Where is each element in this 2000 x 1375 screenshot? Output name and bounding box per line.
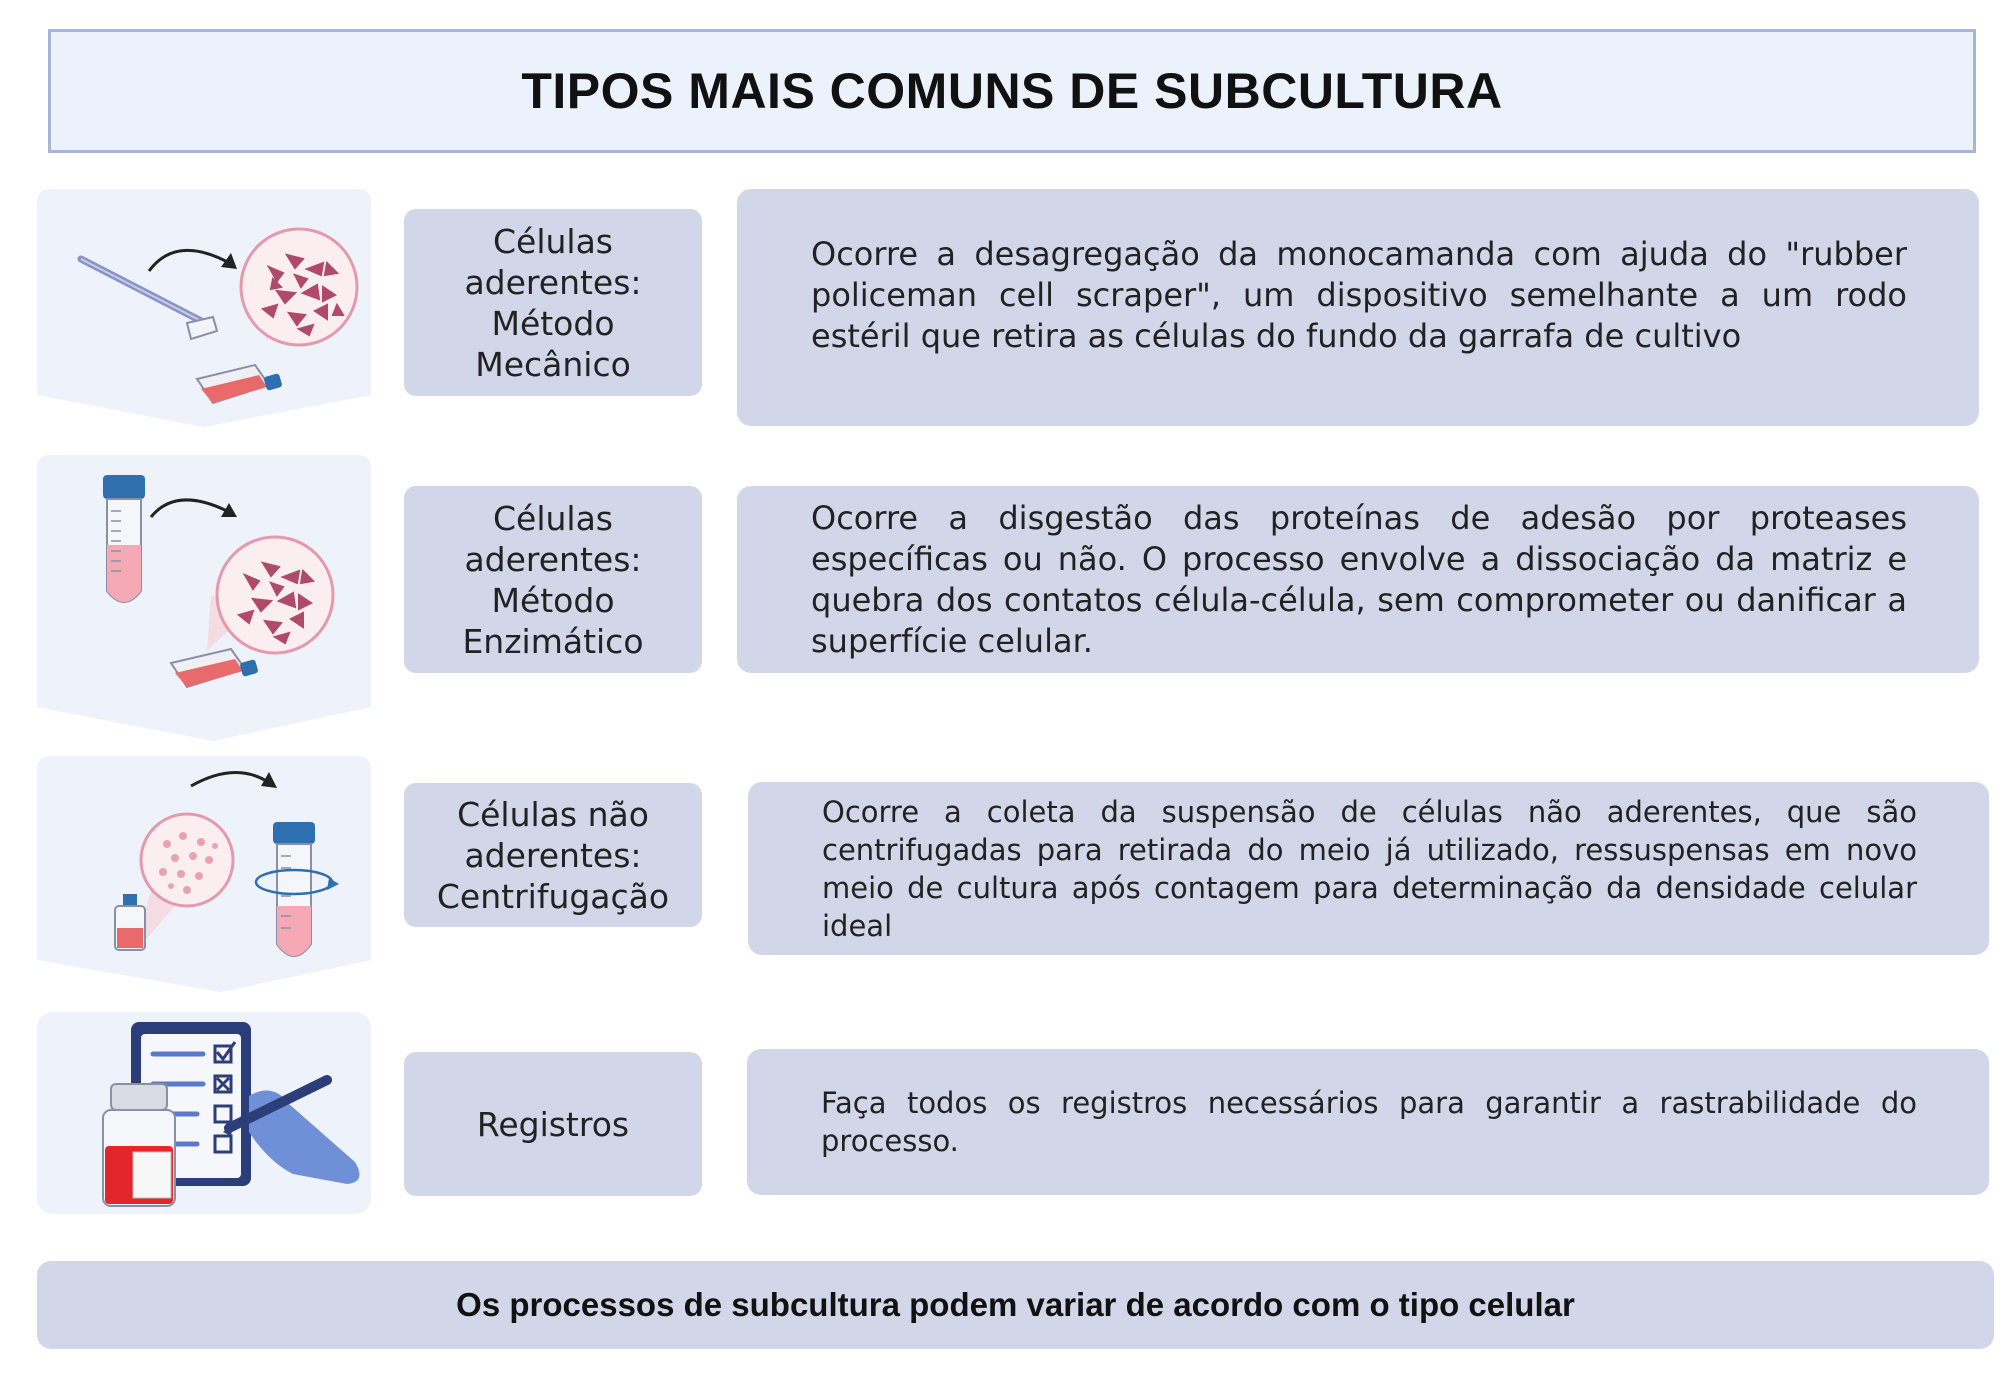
- label-text: Células aderentes: Método Mecânico: [464, 221, 642, 384]
- description-text: Ocorre a coleta da suspensão de células não aderentes, que são centrifugadas para retirada do meio já utilizado, ressuspensas em novo meio de cultura após contagem para determinação da densidade celular ideal: [822, 794, 1917, 943]
- description-records: [747, 1049, 1989, 1195]
- description-mechanical-method: [737, 189, 1979, 426]
- falcon-tube-icon: [103, 475, 145, 602]
- page-title: TIPOS MAIS COMUNS DE SUBCULTURA: [521, 63, 1503, 119]
- label-text: Células aderentes: Método Enzimático: [462, 498, 644, 661]
- label-centrifugation: [404, 783, 702, 927]
- reagent-bottle-icon: [103, 1084, 175, 1206]
- label-mechanical-method: [404, 209, 702, 396]
- cell-magnifier-icon: [241, 229, 357, 345]
- checklist-illustration: [37, 1012, 371, 1214]
- centrifuge-tube-illustration: [37, 756, 371, 992]
- label-text: Registros: [476, 1104, 630, 1144]
- footer-text: Os processos de subcultura podem variar de acordo com o tipo celular: [456, 1286, 1575, 1323]
- enzyme-tube-illustration: [37, 455, 371, 741]
- description-enzymatic-method: [737, 486, 1979, 673]
- label-text: Células não aderentes: Centrifugação: [436, 794, 670, 916]
- description-text: Faça todos os registros necessários para garantir a rastrabilidade do processo.: [821, 1086, 1917, 1158]
- title-banner: [48, 29, 1976, 153]
- label-records: [404, 1052, 702, 1196]
- description-text: Ocorre a desagregação da monocamanda com ajuda do "rubber policeman cell scraper", um dispositivo semelhante a um rodo estéril que retira as células do fundo da garrafa de cultivo: [811, 235, 1907, 355]
- footer-note: [37, 1261, 1994, 1349]
- description-centrifugation: [748, 782, 1989, 955]
- label-enzymatic-method: [404, 486, 702, 673]
- cell-scraper-illustration: [37, 189, 371, 427]
- description-text: Ocorre a disgestão das proteínas de adesão por proteases específicas ou não. O processo envolve a dissociação da matriz e quebra dos contatos célula-célula, sem comprometer ou danificar a superfície celular.: [811, 498, 1907, 660]
